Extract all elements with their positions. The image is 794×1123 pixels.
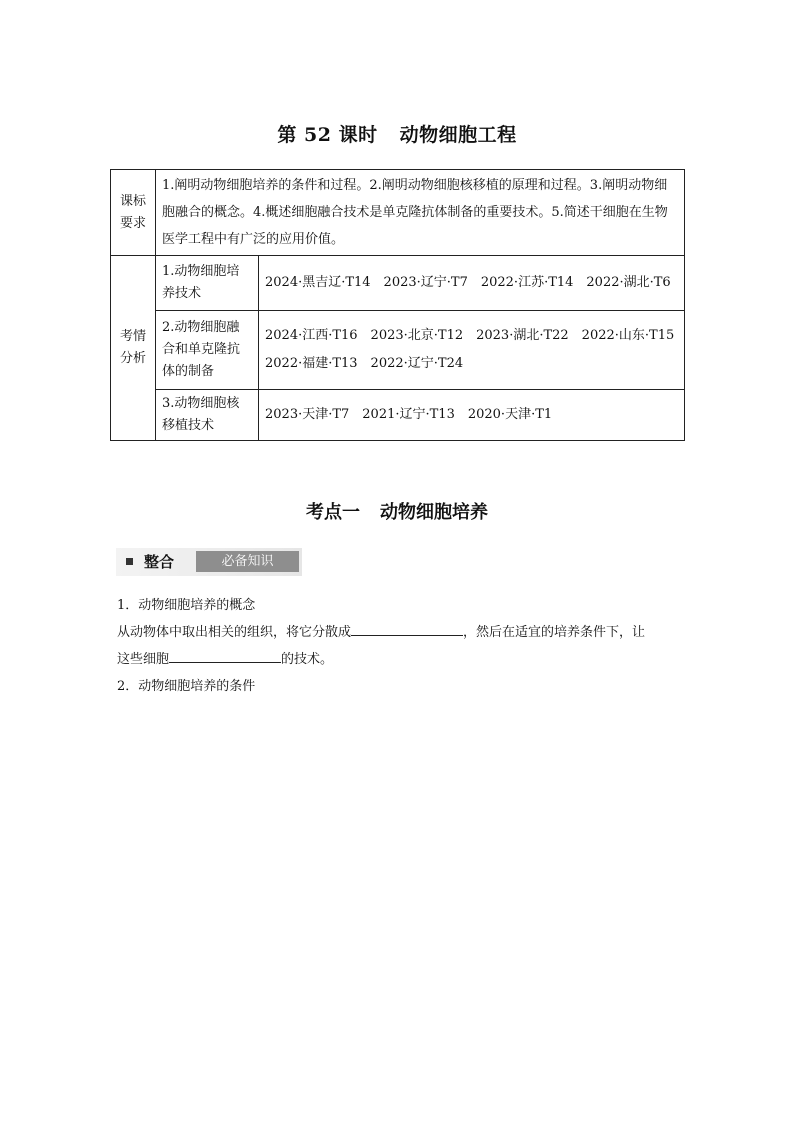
exam-label-cell (111, 256, 156, 441)
paragraph-line (117, 646, 687, 673)
lesson-topic: 动物细胞工程 (399, 124, 517, 146)
years-line: 2023·天津·T7 2021·辽宁·T13 2020·天津·T1 (265, 407, 553, 422)
topic-cell: 3.动物细胞核移植技术 (156, 390, 259, 441)
section-heading (0, 498, 794, 524)
banner-tag: 必备知识 (196, 551, 299, 572)
req-label-cell (111, 170, 156, 256)
table-row (111, 170, 685, 256)
item-heading: 2．动物细胞培养的条件 (117, 679, 256, 694)
req-label-line: 要求 (119, 215, 146, 231)
lesson-number: 第 52 课时 (277, 124, 378, 146)
exam-label-line: 分析 (119, 351, 146, 366)
square-bullet-icon (126, 558, 133, 565)
content-body (117, 592, 687, 700)
req-text-cell: 1.阐明动物细胞培养的条件和过程。2.阐明动物细胞核移植的原理和过程。3.阐明动物细胞融合的概念。4.概述细胞融合技术是单克隆抗体制备的重要技术。5.简述干细胞在生物医学工程中有广泛的应用价值。 (156, 170, 685, 256)
item-heading: 1．动物细胞培养的概念 (117, 598, 256, 613)
years-cell (259, 256, 685, 311)
paragraph-text: ，然后在适宜的培养条件下，让 (463, 625, 646, 640)
paragraph-text: 的技术。 (281, 652, 334, 667)
fill-in-blank[interactable] (169, 648, 281, 663)
section-banner (116, 548, 302, 576)
years-line: 2024·黑吉辽·T14 2023·辽宁·T7 2022·江苏·T14 2022·湖北·T6 (265, 275, 671, 290)
topic-cell: 2.动物细胞融合和单克隆抗体的制备 (156, 311, 259, 390)
exam-label-line: 考情 (119, 329, 146, 344)
paragraph-line (117, 619, 687, 646)
req-label-line: 课标 (119, 193, 146, 209)
years-line: 2022·福建·T13 2022·辽宁·T24 (265, 356, 464, 371)
topic-cell: 1.动物细胞培养技术 (156, 256, 259, 311)
table-row (111, 311, 685, 390)
table-row (111, 390, 685, 441)
section-number: 考点一 (306, 502, 360, 523)
years-line: 2024·江西·T16 2023·北京·T12 2023·湖北·T22 2022·山东·T15 (265, 328, 675, 343)
requirements-table (110, 169, 685, 441)
table-row (111, 256, 685, 311)
banner-label: 整合 (144, 553, 175, 571)
lesson-title (0, 120, 794, 147)
paragraph-text: 这些细胞 (117, 652, 170, 667)
paragraph-text: 从动物体中取出相关的组织，将它分散成 (117, 625, 352, 640)
fill-in-blank[interactable] (351, 621, 463, 636)
years-cell (259, 390, 685, 441)
years-cell (259, 311, 685, 390)
section-topic: 动物细胞培养 (380, 502, 488, 523)
